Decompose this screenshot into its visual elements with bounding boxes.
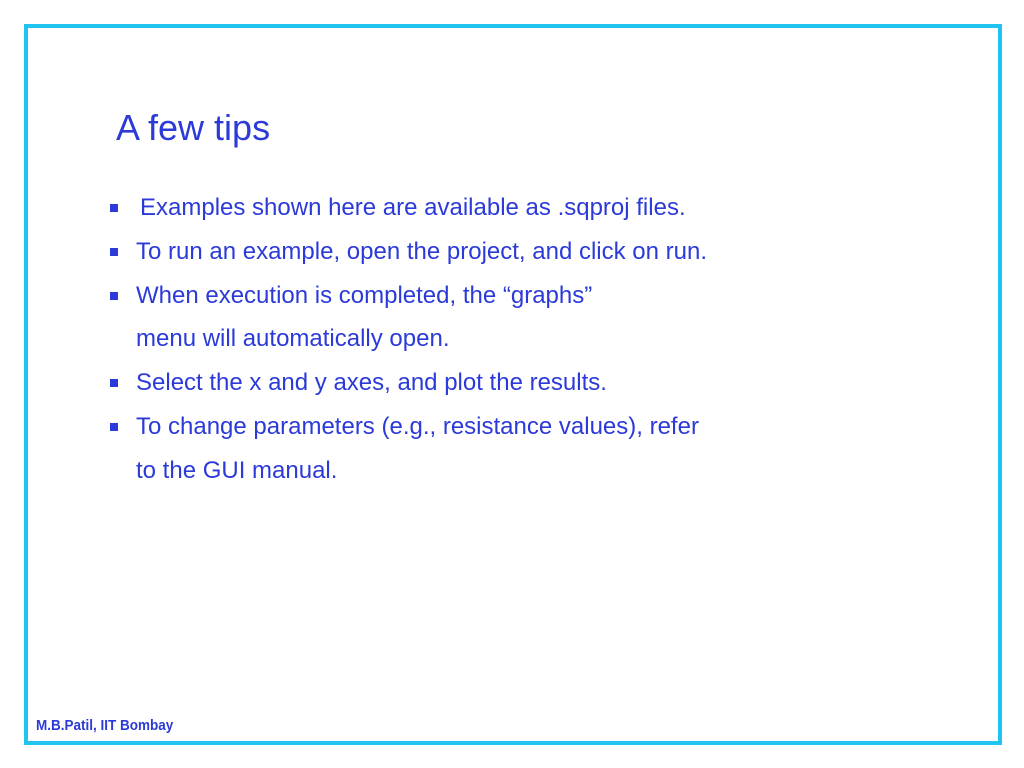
square-bullet-icon [110,248,118,256]
list-item [108,413,707,486]
slide-title: A few tips [116,107,271,148]
tips-list [108,194,707,486]
tip-text: Examples shown here are available as .sqproj files. [140,194,686,221]
square-bullet-icon [110,423,118,431]
list-item [108,194,707,223]
tip-text: To run an example, open the project, and click on run. [136,237,708,265]
list-item [108,238,707,267]
tip-text: When execution is completed, the “graphs” [136,281,593,309]
footer-credit: M.B.Patil, IIT Bombay [36,717,174,734]
list-item [108,282,707,355]
square-bullet-icon [110,379,118,387]
tip-text: Select the x and y axes, and plot the results. [136,369,607,397]
tip-continuation: to the GUI manual. [136,456,338,484]
list-item [108,369,707,398]
square-bullet-icon [110,204,118,212]
tip-continuation: menu will automatically open. [136,325,450,353]
slide [24,24,1002,745]
square-bullet-icon [110,292,118,300]
tip-text: To change parameters (e.g., resistance values), refer [136,412,699,440]
